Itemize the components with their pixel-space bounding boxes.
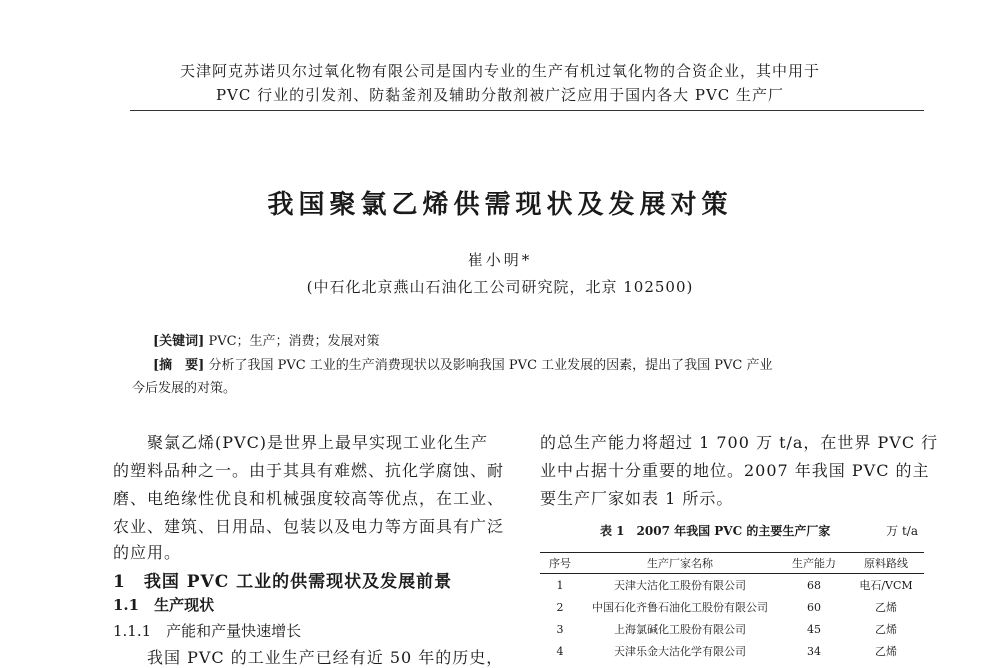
- table-header-cell: 生产能力: [780, 553, 848, 574]
- abstract-line-1: [153, 354, 773, 373]
- header-rule: [130, 110, 924, 111]
- table-caption-text: 表 1 2007 年我国 PVC 的主要生产厂家: [600, 524, 831, 538]
- table-cell: 乙烯: [875, 601, 897, 614]
- table-row: [540, 574, 924, 597]
- article-author: 崔小明*: [467, 251, 533, 269]
- table-cell: 中国石化齐鲁石油化工股份有限公司: [592, 601, 768, 614]
- keywords-text: PVC；生产；消费；发展对策: [208, 334, 380, 349]
- table-cell: 4: [556, 644, 564, 658]
- table-cell: 天津乐金大沽化学有限公司: [614, 645, 746, 658]
- table-cell: 上海氯碱化工股份有限公司: [614, 623, 746, 636]
- table-cell: 34: [807, 644, 821, 658]
- table-unit: 万 t/a: [886, 524, 918, 538]
- abstract-line-2: 今后发展的对策。: [132, 381, 237, 396]
- table-cell: 电石/VCM: [859, 579, 913, 592]
- table-cell: 45: [807, 622, 821, 636]
- table-cell: 60: [807, 600, 821, 614]
- section-heading-1-1: 1.1 生产现状: [113, 596, 215, 614]
- paragraph-line: 我国 PVC 的工业生产已经有近 50 年的历史，: [113, 648, 504, 667]
- abstract-label: [摘 要]: [153, 358, 205, 373]
- paragraph-line: 业中占据十分重要的地位。2007 年我国 PVC 的主: [540, 461, 930, 480]
- paragraph-line: 要生产厂家如表 1 所示。: [540, 489, 734, 508]
- table-cell: 乙烯: [875, 623, 897, 636]
- keywords: [153, 330, 380, 349]
- paragraph-line: 的塑料品种之一。由于其具有难燃、抗化学腐蚀、耐: [113, 461, 505, 480]
- table-header-cell: 生产厂家名称: [580, 553, 780, 574]
- table-cell: 68: [807, 578, 821, 592]
- table-cell: 1: [556, 578, 564, 592]
- table-header-row: [540, 553, 924, 574]
- table-cell: 乙烯: [875, 645, 897, 658]
- paragraph-line: 聚氯乙烯(PVC)是世界上最早实现工业化生产: [113, 433, 489, 452]
- abstract-text-1: 分析了我国 PVC 工业的生产消费现状以及影响我国 PVC 工业发展的因素，提出了我国 PVC 产业: [208, 358, 773, 373]
- section-heading-1: 1 我国 PVC 工业的供需现状及发展前景: [113, 572, 453, 592]
- table-cell: 2: [556, 600, 564, 614]
- producer-table: [540, 552, 924, 662]
- table-cell: 3: [556, 622, 564, 636]
- banner-line-1: 天津阿克苏诺贝尔过氧化物有限公司是国内专业的生产有机过氧化物的合资企业，其中用于: [179, 62, 820, 80]
- article-affiliation: (中石化北京燕山石油化工公司研究院，北京 102500): [306, 278, 694, 296]
- table-row: [540, 618, 924, 640]
- section-heading-1-1-1: 1.1.1 产能和产量快速增长: [113, 622, 302, 640]
- article-title: 我国聚氯乙烯供需现状及发展对策: [267, 190, 733, 220]
- keywords-label: [关键词]: [153, 334, 205, 349]
- table-row: [540, 640, 924, 662]
- paragraph-line: 的应用。: [113, 543, 182, 562]
- paragraph-line: 磨、电绝缘性优良和机械强度较高等优点，在工业、: [113, 489, 505, 508]
- paragraph-line: 农业、建筑、日用品、包装以及电力等方面具有广泛: [113, 517, 505, 536]
- table-cell: 天津大沽化工股份有限公司: [614, 579, 746, 592]
- table-header-cell: 原料路线: [848, 553, 924, 574]
- table-header-cell: 序号: [540, 553, 580, 574]
- paragraph-line: 的总生产能力将超过 1 700 万 t/a，在世界 PVC 行: [540, 433, 939, 452]
- banner-line-2: PVC 行业的引发剂、防黏釜剂及辅助分散剂被广泛应用于国内各大 PVC 生产厂: [215, 86, 785, 104]
- table-row: [540, 596, 924, 618]
